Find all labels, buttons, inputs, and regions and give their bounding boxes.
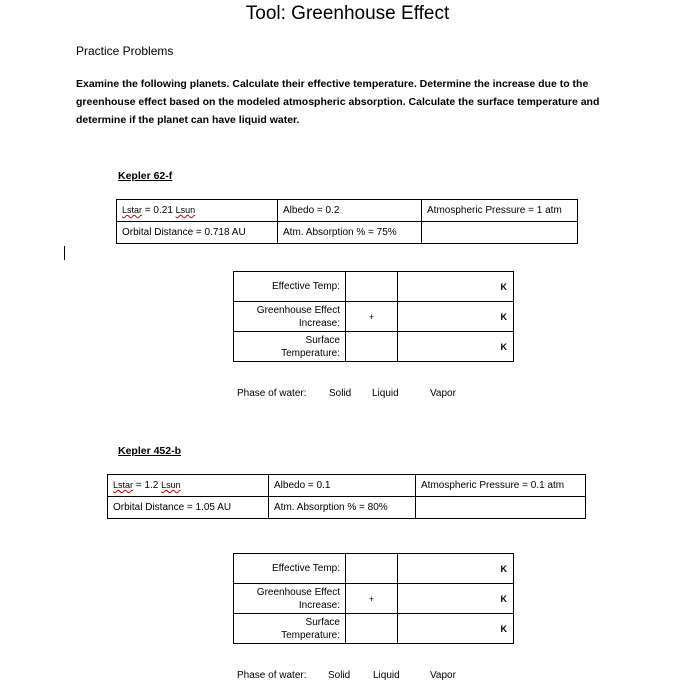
plus-sign[interactable]: + (346, 302, 398, 332)
planet-2-luminosity-value: = 1.2 (133, 480, 162, 491)
unit-label: K (398, 614, 514, 644)
planet-2-info-table (107, 474, 586, 519)
planet-1-luminosity-value: = 0.21 (142, 205, 176, 216)
effective-temp-input[interactable] (346, 554, 398, 584)
planet-2-empty-cell (416, 497, 586, 519)
planet-1-calc-table (233, 271, 514, 362)
planet-2-calc-table (233, 553, 514, 644)
unit-label: K (398, 584, 514, 614)
phase-option-vapor[interactable]: Vapor (430, 388, 456, 399)
planet-2-orbital-distance: Orbital Distance = 1.05 AU (108, 497, 269, 519)
planet-1-empty-cell (422, 222, 578, 244)
page-title: Tool: Greenhouse Effect (245, 3, 450, 24)
surface-temp-input[interactable] (346, 614, 398, 644)
planet-1-absorption: Atm. Absorption % = 75% (278, 222, 422, 244)
planet-2-name: Kepler 452-b (118, 445, 182, 457)
phase-option-vapor[interactable]: Vapor (430, 670, 456, 681)
phase-option-solid[interactable]: Solid (328, 670, 351, 681)
planet-1-pressure: Atmospheric Pressure = 1 atm (422, 200, 578, 222)
l-star-symbol: Lstar (122, 205, 143, 215)
unit-label: K (398, 272, 514, 302)
greenhouse-increase-label: Greenhouse Effect Increase: (234, 302, 346, 332)
section-heading: Practice Problems (76, 44, 174, 58)
planet-1-orbital-distance: Orbital Distance = 0.718 AU (117, 222, 278, 244)
instructions-paragraph: Examine the following planets. Calculate their effective temperature. Determine the increase due to the greenhouse effect based on the modeled atmospheric absorption. Calculate the surface temperature and determine if the planet can have liquid water. (76, 78, 600, 126)
phase-label: Phase of water: (237, 670, 307, 681)
planet-1-name: Kepler 62-f (118, 170, 173, 182)
planet-2-luminosity-cell (108, 475, 269, 497)
planet-2-albedo: Albedo = 0.1 (269, 475, 416, 497)
phase-label: Phase of water: (237, 388, 307, 399)
effective-temp-input[interactable] (346, 272, 398, 302)
text-cursor (64, 246, 65, 260)
phase-option-solid[interactable]: Solid (329, 388, 352, 399)
phase-option-liquid[interactable]: Liquid (372, 388, 399, 399)
l-sun-symbol: Lsun (175, 205, 196, 215)
surface-temp-label: Surface Temperature: (234, 614, 346, 644)
unit-label: K (398, 302, 514, 332)
planet-1-info-table (116, 199, 578, 244)
surface-temp-label: Surface Temperature: (234, 332, 346, 362)
effective-temp-label: Effective Temp: (234, 272, 346, 302)
l-star-symbol: Lstar (113, 480, 134, 490)
plus-sign[interactable]: + (346, 584, 398, 614)
surface-temp-input[interactable] (346, 332, 398, 362)
effective-temp-label: Effective Temp: (234, 554, 346, 584)
phase-option-liquid[interactable]: Liquid (373, 670, 400, 681)
unit-label: K (398, 332, 514, 362)
l-sun-symbol: Lsun (161, 480, 181, 490)
planet-2-absorption: Atm. Absorption % = 80% (269, 497, 416, 519)
unit-label: K (398, 554, 514, 584)
planet-1-luminosity-cell (117, 200, 278, 222)
greenhouse-increase-label: Greenhouse Effect Increase: (234, 584, 346, 614)
planet-2-pressure: Atmospheric Pressure = 0.1 atm (416, 475, 586, 497)
planet-1-albedo: Albedo = 0.2 (278, 200, 422, 222)
